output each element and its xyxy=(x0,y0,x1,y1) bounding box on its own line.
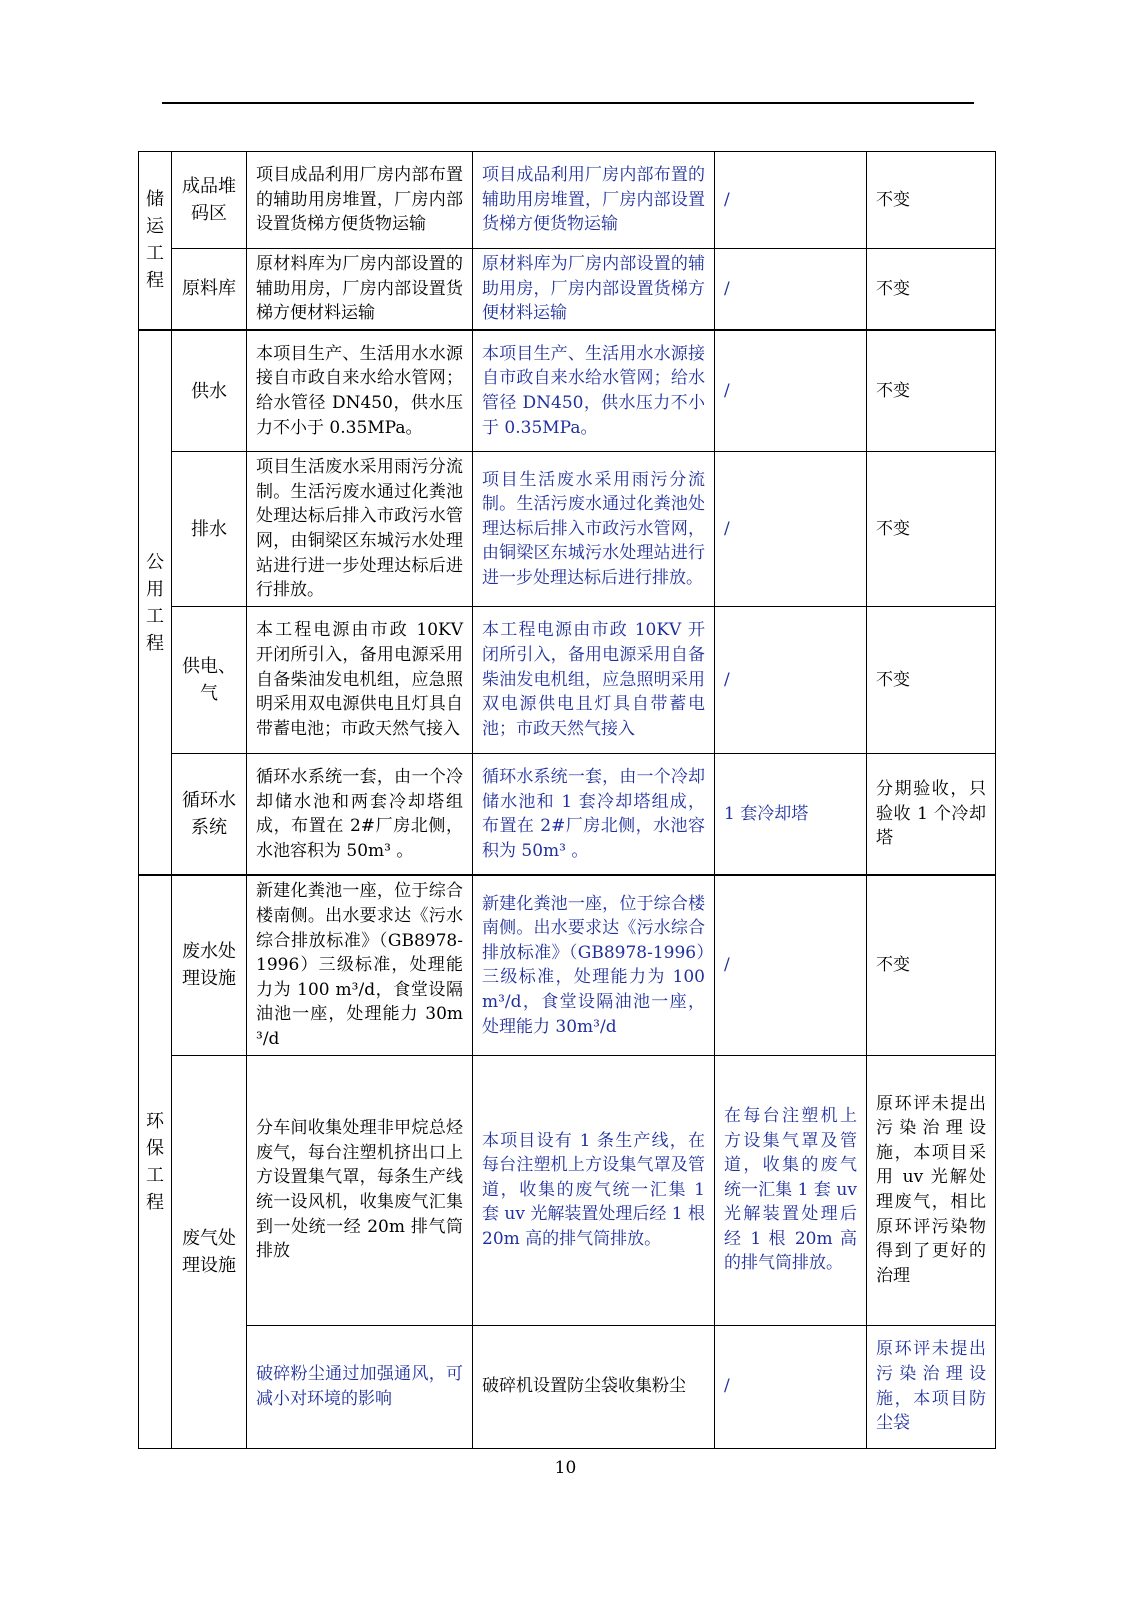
table-row xyxy=(139,1325,996,1448)
note-cell: 不变 xyxy=(867,606,996,753)
item-cell: 排水 xyxy=(172,452,247,607)
note-cell: 分期验收，只验收 1 个冷却塔 xyxy=(867,753,996,875)
note-cell: 不变 xyxy=(867,452,996,607)
table-row xyxy=(139,452,996,607)
actual-cell: 新建化粪池一座，位于综合楼南侧。出水要求达《污水综合排放标准》（GB8978-1996）三级标准，处理能力为 100 m³/d，食堂设隔油池一座，处理能力 30m³/d xyxy=(473,875,715,1055)
item-cell: 供水 xyxy=(172,330,247,452)
actual-cell: 本项目生产、生活用水水源接自市政自来水给水管网；给水管径 DN450，供水压力不小于 0.35MPa。 xyxy=(473,330,715,452)
note-cell: 原环评未提出污染治理设施，本项目采用 uv 光解处理废气，相比原环评污染物得到了更好的治理 xyxy=(867,1055,996,1325)
note-cell: 不变 xyxy=(867,152,996,249)
original-cell: 项目生活废水采用雨污分流制。生活污废水通过化粪池处理达标后排入市政污水管网，由铜梁区东城污水处理站进行进一步处理达标后进行排放。 xyxy=(247,452,473,607)
project-comparison-table xyxy=(138,151,996,1449)
page-number: 10 xyxy=(554,1458,577,1478)
section-env: 环保工程 xyxy=(139,875,172,1448)
note-cell: 不变 xyxy=(867,249,996,330)
note-cell: 不变 xyxy=(867,875,996,1055)
actual-cell: 循环水系统一套，由一个冷却储水池和 1 套冷却塔组成，布置在 2#厂房北侧，水池容积为 50m³ 。 xyxy=(473,753,715,875)
actual-cell: 本工程电源由市政 10KV 开闭所引入，备用电源采用自备柴油发电机组，应急照明采用双电源供电且灯具自带蓄电池；市政天然气接入 xyxy=(473,606,715,753)
section-storage: 储运工程 xyxy=(139,152,172,330)
note-cell: 不变 xyxy=(867,330,996,452)
original-cell: 分车间收集处理非甲烷总烃废气，每台注塑机挤出口上方设置集气罩，每条生产线统一设风机，收集废气汇集到一处统一经 20m 排气筒排放 xyxy=(247,1055,473,1325)
original-cell: 新建化粪池一座，位于综合楼南侧。出水要求达《污水综合排放标准》（GB8978-1996）三级标准，处理能力为 100 m³/d，食堂设隔油池一座，处理能力 30m³/d xyxy=(247,875,473,1055)
change-cell: / xyxy=(715,452,867,607)
actual-cell: 原材料库为厂房内部设置的辅助用房，厂房内部设置货梯方便材料运输 xyxy=(473,249,715,330)
table-row xyxy=(139,606,996,753)
actual-cell: 本项目设有 1 条生产线，在每台注塑机上方设集气罩及管道，收集的废气统一汇集 1 套 uv 光解装置处理后经 1 根 20m 高的排气筒排放。 xyxy=(473,1055,715,1325)
actual-cell: 项目生活废水采用雨污分流制。生活污废水通过化粪池处理达标后排入市政污水管网，由铜梁区东城污水处理站进行进一步处理达标后进行排放。 xyxy=(473,452,715,607)
header-rule xyxy=(162,102,974,104)
change-cell: / xyxy=(715,152,867,249)
table-row xyxy=(139,875,996,1055)
table-row xyxy=(139,152,996,249)
change-cell: / xyxy=(715,330,867,452)
item-cell: 废水处理设施 xyxy=(172,875,247,1055)
item-cell: 原料库 xyxy=(172,249,247,330)
change-cell: / xyxy=(715,606,867,753)
change-cell: / xyxy=(715,1325,867,1448)
table-row xyxy=(139,1055,996,1325)
table-row xyxy=(139,249,996,330)
change-cell: / xyxy=(715,249,867,330)
note-cell: 原环评未提出污染治理设施，本项目防尘袋 xyxy=(867,1325,996,1448)
original-cell: 项目成品利用厂房内部布置的辅助用房堆置，厂房内部设置货梯方便货物运输 xyxy=(247,152,473,249)
change-cell: 1 套冷却塔 xyxy=(715,753,867,875)
item-cell: 循环水系统 xyxy=(172,753,247,875)
section-utility: 公用工程 xyxy=(139,330,172,876)
table-row xyxy=(139,330,996,452)
table-row xyxy=(139,753,996,875)
change-cell: / xyxy=(715,875,867,1055)
original-cell: 本项目生产、生活用水水源接自市政自来水给水管网；给水管径 DN450，供水压力不小于 0.35MPa。 xyxy=(247,330,473,452)
actual-cell: 破碎机设置防尘袋收集粉尘 xyxy=(473,1325,715,1448)
change-cell: 在每台注塑机上方设集气罩及管道，收集的废气统一汇集 1 套 uv 光解装置处理后经 1 根 20m 高的排气筒排放。 xyxy=(715,1055,867,1325)
item-cell: 废气处理设施 xyxy=(172,1055,247,1448)
item-cell: 成品堆码区 xyxy=(172,152,247,249)
item-cell: 供电、气 xyxy=(172,606,247,753)
original-cell: 本工程电源由市政 10KV 开闭所引入，备用电源采用自备柴油发电机组，应急照明采用双电源供电且灯具自带蓄电池；市政天然气接入 xyxy=(247,606,473,753)
original-cell: 循环水系统一套，由一个冷却储水池和两套冷却塔组成，布置在 2#厂房北侧，水池容积为 50m³ 。 xyxy=(247,753,473,875)
original-cell: 原材料库为厂房内部设置的辅助用房，厂房内部设置货梯方便材料运输 xyxy=(247,249,473,330)
original-cell: 破碎粉尘通过加强通风，可减小对环境的影响 xyxy=(247,1325,473,1448)
actual-cell: 项目成品利用厂房内部布置的辅助用房堆置，厂房内部设置货梯方便货物运输 xyxy=(473,152,715,249)
